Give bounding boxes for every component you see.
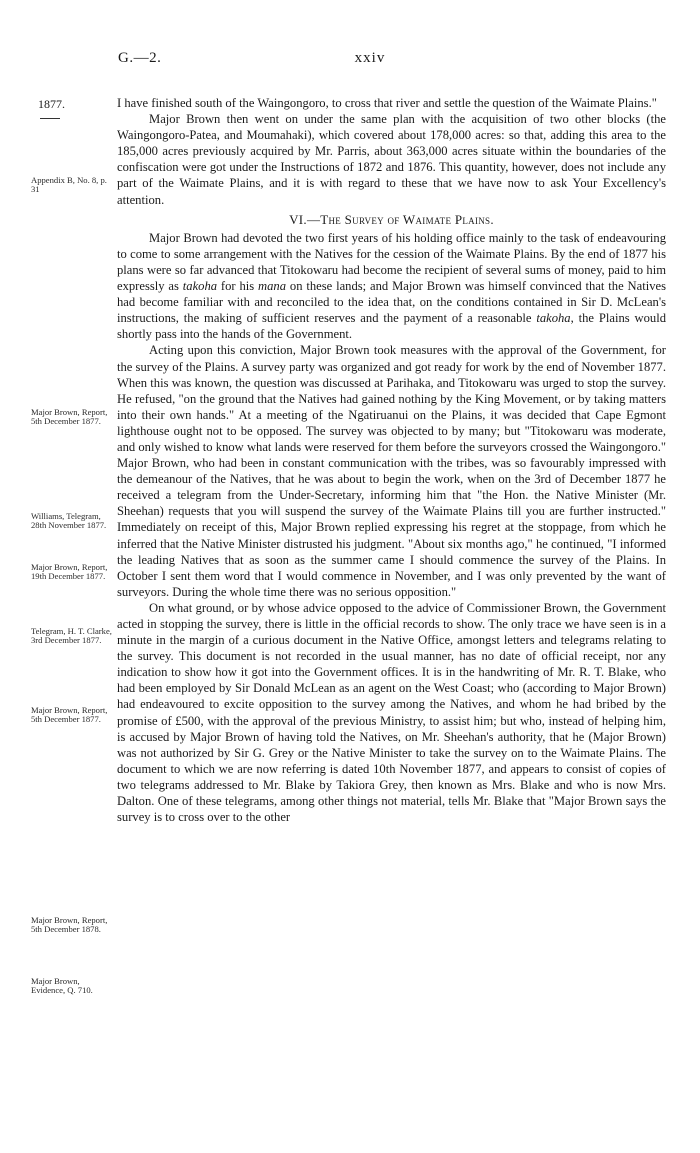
paragraph-3-part-b: for his [217, 279, 259, 294]
italic-takoha-2: takoha [536, 311, 571, 326]
section-heading: VI.—The Survey of Waimate Plains. [289, 211, 494, 227]
paragraph-5: On what ground, or by whose advice opposed to the advice of Commissioner Brown, the Government acted in stopping the survey, there is little in the official records to show. The only trace we have seen is in a minute in the margin of a curious document in the Native Office, amongst letters and telegrams relating to the survey. This document is not recorded in the usual manner, has no date of official receipt, nor any indication to show how it got into the Government offices. It is in the handwriting of Mr. R. T. Blake, who had been employed by Sir Donald McLean as an agent on the West Coast; who (according to Major Brown) had endeavoured to excite opposition to the survey among the Natives, and whom he had bribed by the promise of £500, with the approval of the previous Ministry, to assist him; but who, instead of helping him, is accused by Major Brown of having told the Natives, on Mr. Sheehan's authority, that he (Major Brown) was not authorized by Sir G. Grey or the Native Minister to take the survey on to the Waimate Plains. The document to which we are now referring is dated 10th November 1877, and appears to consist of copies of two telegrams addressed to Mr. Blake by Takiora Grey, then known as Mrs. Blake and who is now Mrs. Dalton. One of these telegrams, among other things not material, tells Mr. Blake that "Major Brown says the survey is to cross over to the other [117, 600, 666, 825]
page-number: xxiv [354, 50, 386, 66]
margin-note-brown-report-2: Major Brown, Report, 19th December 1877. [31, 562, 108, 582]
margin-note-brown-report-4: Major Brown, Report, 5th December 1878. [31, 915, 108, 935]
margin-note-williams-telegram: Williams, Telegram, 28th November 1877. [31, 511, 107, 531]
paragraph-3-part-a: Major Brown had devoted the two first years of his holding office mainly to the task of endeavouring to come to some arrangement with the Natives for the cession of the Waimate Plains. By the end of 1877 his plans were so far advanced that Titokowaru had become the recipient of several sums of money, paid to him expressly as [117, 230, 666, 294]
margin-year: 1877. [38, 97, 65, 111]
italic-mana: mana [258, 279, 287, 294]
margin-note-appendix: Appendix B, No. 8, p. 31 [31, 175, 107, 195]
margin-note-brown-report-1: Major Brown, Report, 5th December 1877. [31, 407, 108, 427]
paragraph-3 [117, 230, 666, 343]
margin-note-brown-evidence: Major Brown, Evidence, Q. 710. [31, 976, 93, 996]
main-text [117, 95, 666, 825]
document-code: G.—2. [118, 50, 162, 66]
paragraph-1: I have finished south of the Waingongoro, to cross that river and settle the question of the Waimate Plains." [117, 96, 657, 110]
paragraph-2: Major Brown then went on under the same plan with the acquisition of two other blocks (the Waingongoro-Patea, and Moumahaki), which covered about 178,000 acres: so that, adding this area to the 185,000 acres previously acquired by Mr. Parris, about 363,000 acres situate within the boundaries of the confiscation were got under the Instructions of 1872 and 1876. This quantity, however, does not include any part of the Waimate Plains, and it is with regard to these that we have now to ask Your Excellency's attention. [117, 112, 666, 207]
italic-takoha: takoha [182, 279, 218, 294]
paragraph-3-part-d: , the Plains would shortly pass into the hands of the Government. [117, 311, 666, 342]
margin-year-rule [40, 118, 60, 119]
margin-note-clarke-telegram: Telegram, H. T. Clarke, 3rd December 1877. [31, 626, 112, 646]
paragraph-3-part-c: on these lands; and Major Brown was himself convinced that the Natives had become familiar with and reconciled to the idea that, on the conditions contained in Sir D. McLean's instructions, the making of sufficient reserves and the payment of a reasonable [117, 279, 666, 326]
margin-note-brown-report-3: Major Brown, Report, 5th December 1877. [31, 705, 108, 725]
paragraph-4: Acting upon this conviction, Major Brown took measures with the approval of the Government, for the survey of the Plains. A survey party was organized and got ready for work by the end of November 1877. When this was known, the question was discussed at Parihaka, and Titokowaru was urged to stop the survey. He refused, "on the ground that the Natives had gained nothing by the King Movement, or by taking matters into their own hands." At a meeting of the Ngatiruanui on the Plains, it was decided that Cape Egmont lighthouse ought not to be opposed. The survey was objected to by many; but "Titokowaru was moderate, and only wished to know what lands were reserved for them before the surveyors crossed the Waingongoro." Major Brown, who had been in constant communication with the tribes, was so favourably impressed with the demeanour of the Natives, that he was about to begin the work, when on the 3rd of December 1877 he received a telegram from the Under-Secretary, informing him that "the Hon. the Native Minister (Mr. Sheehan) requests that you will suspend the survey of the Waimate Plains till you are further instructed." Immediately on receipt of this, Major Brown replied expressing his regret at the stoppage, from which he inferred that the Native Minister distrusted his judgment. "About six months ago," he continued, "I informed the leading Natives that as soon as the summer came I should commence the survey of the Plains. In October I sent them word that I would commence in November, and I was only prevented by the want of surveyors. During the whole time there was no serious opposition." [117, 343, 666, 599]
